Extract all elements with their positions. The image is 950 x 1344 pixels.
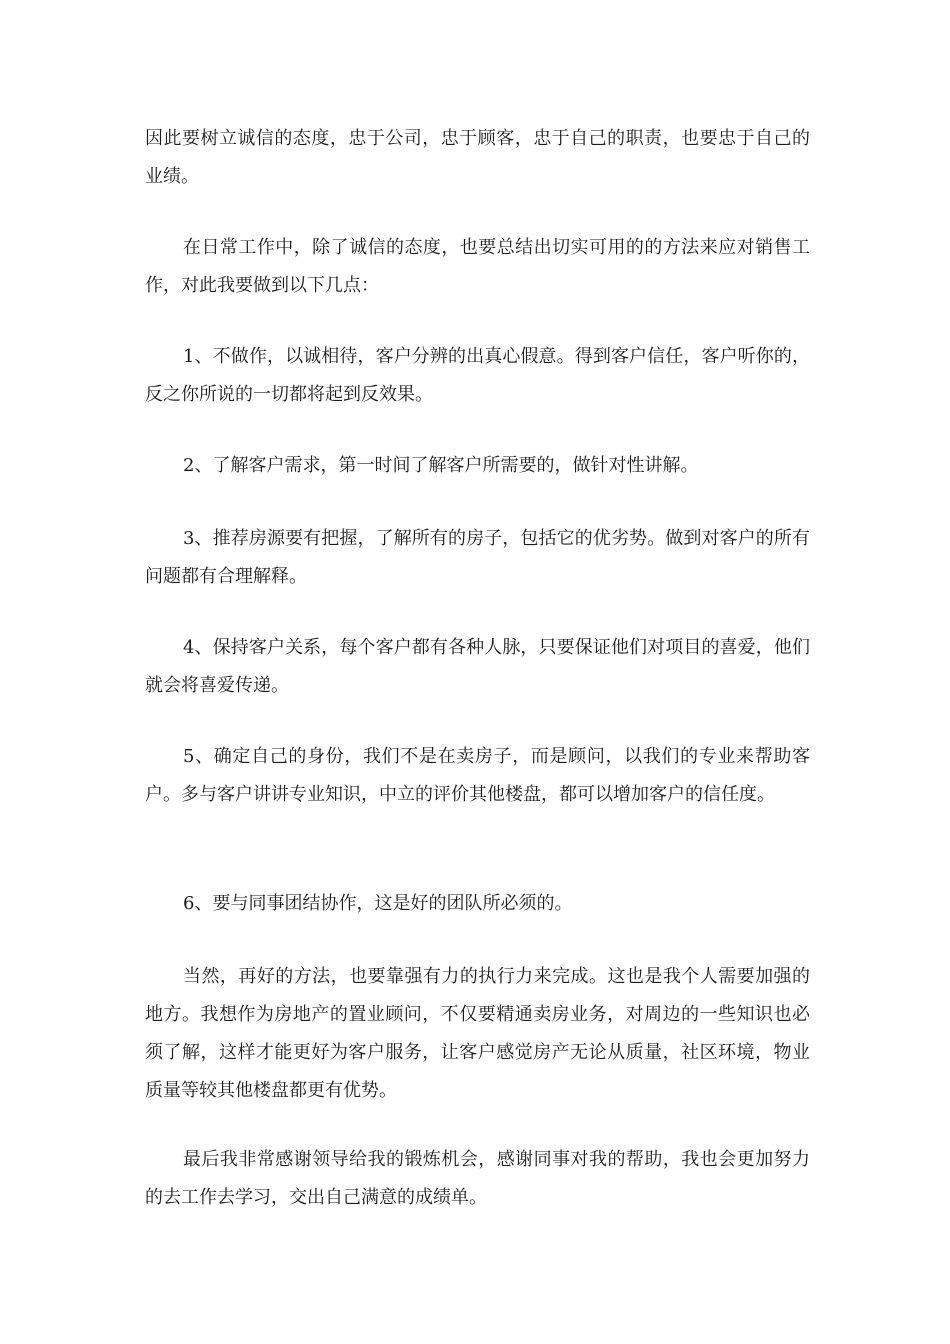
paragraph-point-5: 5、确定自己的身份，我们不是在卖房子，而是顾问，以我们的专业来帮助客户。多与客户讲讲专业知识，中立的评价其他楼盘，都可以增加客户的信任度。 [145,746,810,805]
paragraph-methods-intro: 在日常工作中，除了诚信的态度，也要总结出切实可用的的方法来应对销售工作，对此我要做到以下几点： [145,237,810,296]
paragraph-point-3: 3、推荐房源要有把握，了解所有的房子，包括它的优劣势。做到对客户的所有问题都有合理解释。 [145,528,810,587]
paragraph-execution: 当然，再好的方法，也要靠强有力的执行力来完成。这也是我个人需要加强的地方。我想作为房地产的置业顾问，不仅要精通卖房业务，对周边的一些知识也必须了解，这样才能更好为客户服务，让客户感觉房产无论从质量，社区环境，物业质量等较其他楼盘都更有优势。 [145,966,810,1101]
paragraph-point-2: 2、了解客户需求，第一时间了解客户所需要的，做针对性讲解。 [183,455,699,476]
paragraph-closing-thanks: 最后我非常感谢领导给我的锻炼机会，感谢同事对我的帮助，我也会更加努力的去工作去学习，交出自己满意的成绩单。 [145,1149,810,1208]
paragraph-point-4: 4、保持客户关系，每个客户都有各种人脉，只要保证他们对项目的喜爱，他们就会将喜爱传递。 [145,637,810,696]
paragraph-point-1: 1、不做作，以诚相待，客户分辨的出真心假意。得到客户信任，客户听你的，反之你所说的一切都将起到反效果。 [145,346,810,405]
paragraph-integrity-conclusion: 因此要树立诚信的态度，忠于公司，忠于顾客，忠于自己的职责，也要忠于自己的业绩。 [145,128,810,187]
paragraph-point-6: 6、要与同事团结协作，这是好的团队所必须的。 [183,893,573,914]
